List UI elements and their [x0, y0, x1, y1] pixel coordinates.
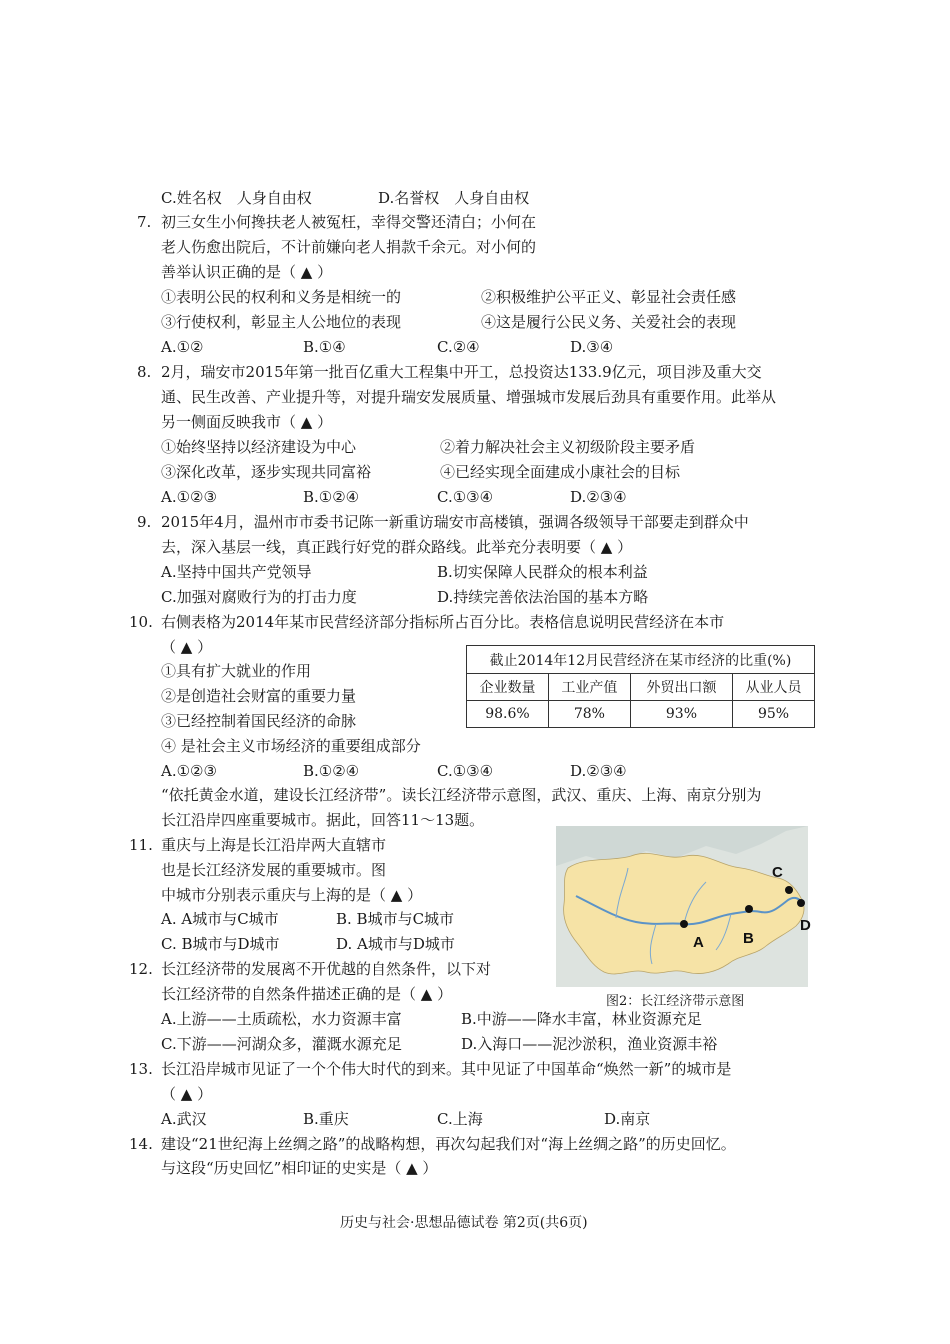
city-marker — [680, 920, 688, 928]
q7-item: ③行使权利，彰显主人公地位的表现 — [161, 313, 402, 331]
q8-item: ②着力解决社会主义初级阶段主要矛盾 — [440, 438, 696, 456]
q8-line: 2月，瑞安市2015年第一批百亿重大工程集中开工，总投资达133.9亿元，项目涉及重大交 — [161, 363, 762, 381]
map-label-c: C — [772, 864, 783, 881]
q8-option-a: A.①②③ — [161, 488, 217, 506]
q6-option-d: D.名誉权 人身自由权 — [378, 189, 530, 207]
q8-option-c: C.①③④ — [437, 488, 494, 506]
map-label-a: A — [693, 934, 704, 951]
q7-item: ④这是履行公民义务、关爱社会的表现 — [481, 313, 737, 331]
q8-line: 通、民生改善、产业提升等，对提升瑞安发展质量、增强城市发展后劲具有重要作用。此举从 — [161, 388, 777, 406]
q14-number: 14. — [129, 1135, 153, 1153]
q7-line: 老人伤愈出院后，不计前嫌向老人捐款千余元。对小何的 — [161, 238, 537, 256]
q7-line: 初三女生小何搀扶老人被冤枉，幸得交警还清白；小何在 — [161, 213, 537, 231]
q7-item: ②积极维护公平正义、彰显社会责任感 — [481, 288, 737, 306]
q7-option-b: B.①④ — [303, 338, 346, 356]
q8-item: ④已经实现全面建成小康社会的目标 — [440, 463, 681, 481]
q12-option-b: B.中游——降水丰富，林业资源充足 — [461, 1010, 702, 1028]
q9-line: 2015年4月，温州市市委书记陈一新重访瑞安市高楼镇，强调各级领导干部要走到群众中 — [161, 513, 749, 531]
map-label-b: B — [743, 930, 754, 947]
q9-option-a: A.坚持中国共产党领导 — [161, 563, 312, 581]
q10-option-a: A.①②③ — [161, 762, 217, 780]
q12-option-a: A.上游——土质疏松，水力资源丰富 — [161, 1010, 402, 1028]
q11-line: 也是长江经济发展的重要城市。图 — [161, 861, 387, 879]
private-economy-table — [466, 645, 815, 728]
q13-line: （ ▲ ） — [161, 1085, 213, 1103]
q11-option-c: C. B城市与D城市 — [161, 935, 280, 953]
q10-number: 10. — [129, 613, 153, 631]
intro-line: 长江沿岸四座重要城市。据此，回答11～13题。 — [161, 811, 485, 829]
q9-number: 9. — [137, 513, 152, 531]
table-header: 企业数量 — [467, 674, 549, 701]
q13-option-b: B.重庆 — [303, 1110, 349, 1128]
q13-number: 13. — [129, 1060, 153, 1078]
q7-option-a: A.①② — [161, 338, 204, 356]
map-label-d: D — [800, 917, 811, 934]
table-cell: 78% — [548, 701, 630, 728]
q8-item: ③深化改革，逐步实现共同富裕 — [161, 463, 372, 481]
q10-item: ③已经控制着国民经济的命脉 — [161, 712, 357, 730]
q9-line: 去，深入基层一线，真正践行好党的群众路线。此举充分表明要（ ▲ ） — [161, 538, 633, 556]
yangtze-economic-belt-map — [556, 826, 811, 987]
q12-option-c: C.下游——河湖众多，灌溉水源充足 — [161, 1035, 402, 1053]
table-header: 工业产值 — [548, 674, 630, 701]
q12-line: 长江经济带的自然条件描述正确的是（ ▲ ） — [161, 985, 453, 1003]
q9-option-d: D.持续完善依法治国的基本方略 — [437, 588, 649, 606]
q7-item: ①表明公民的权利和义务是相统一的 — [161, 288, 402, 306]
q11-line: 中城市分别表示重庆与上海的是（ ▲ ） — [161, 886, 423, 904]
q13-option-a: A.武汉 — [161, 1110, 207, 1128]
q8-item: ①始终坚持以经济建设为中心 — [161, 438, 357, 456]
table-cell: 93% — [630, 701, 732, 728]
q7-option-c: C.②④ — [437, 338, 480, 356]
q10-option-b: B.①②④ — [303, 762, 360, 780]
q14-line: 建设“21世纪海上丝绸之路”的战略构想，再次勾起我们对“海上丝绸之路”的历史回忆。 — [161, 1135, 736, 1153]
q14-line: 与这段“历史回忆”相印证的史实是（ ▲ ） — [161, 1159, 438, 1177]
table-header: 外贸出口额 — [630, 674, 732, 701]
page-footer: 历史与社会·思想品德试卷 第2页(共6页) — [340, 1215, 588, 1231]
q8-line: 另一侧面反映我市（ ▲ ） — [161, 413, 333, 431]
map-caption: 图2：长江经济带示意图 — [606, 994, 745, 1009]
table-caption: 截止2014年12月民营经济在某市经济的比重(%) — [467, 646, 815, 674]
table-header: 从业人员 — [733, 674, 815, 701]
q11-option-d: D. A城市与D城市 — [336, 935, 455, 953]
q7-number: 7. — [137, 213, 152, 231]
q13-option-d: D.南京 — [604, 1110, 651, 1128]
q11-number: 11. — [129, 836, 153, 854]
table-cell: 98.6% — [467, 701, 549, 728]
q11-line: 重庆与上海是长江沿岸两大直辖市 — [161, 836, 387, 854]
q10-option-c: C.①③④ — [437, 762, 494, 780]
table-cell: 95% — [733, 701, 815, 728]
q9-option-c: C.加强对腐败行为的打击力度 — [161, 588, 357, 606]
q12-option-d: D.入海口——泥沙淤积，渔业资源丰裕 — [461, 1035, 718, 1053]
q9-option-b: B.切实保障人民群众的根本利益 — [437, 563, 648, 581]
q8-number: 8. — [137, 363, 152, 381]
q12-line: 长江经济带的发展离不开优越的自然条件，以下对 — [161, 960, 492, 978]
city-marker — [785, 886, 793, 894]
q7-line: 善举认识正确的是（ ▲ ） — [161, 263, 333, 281]
q11-option-b: B. B城市与C城市 — [336, 910, 455, 928]
q10-item: ①具有扩大就业的作用 — [161, 662, 312, 680]
q6-option-c: C.姓名权 人身自由权 — [161, 189, 312, 207]
city-marker — [745, 905, 753, 913]
q10-line: 右侧表格为2014年某市民营经济部分指标所占百分比。表格信息说明民营经济在本市 — [161, 613, 725, 631]
q12-number: 12. — [129, 960, 153, 978]
intro-line: “依托黄金水道，建设长江经济带”。读长江经济带示意图，武汉、重庆、上海、南京分别为 — [161, 786, 762, 804]
q7-option-d: D.③④ — [570, 338, 614, 356]
q10-option-d: D.②③④ — [570, 762, 627, 780]
q13-option-c: C.上海 — [437, 1110, 483, 1128]
q8-option-d: D.②③④ — [570, 488, 627, 506]
city-marker — [797, 899, 805, 907]
q10-item: ④ 是社会主义市场经济的重要组成部分 — [161, 737, 421, 755]
q11-option-a: A. A城市与C城市 — [161, 910, 279, 928]
q10-line: （ ▲ ） — [161, 638, 213, 656]
q10-item: ②是创造社会财富的重要力量 — [161, 687, 357, 705]
q8-option-b: B.①②④ — [303, 488, 360, 506]
q13-line: 长江沿岸城市见证了一个个伟大时代的到来。其中见证了中国革命“焕然一新”的城市是 — [161, 1060, 732, 1078]
